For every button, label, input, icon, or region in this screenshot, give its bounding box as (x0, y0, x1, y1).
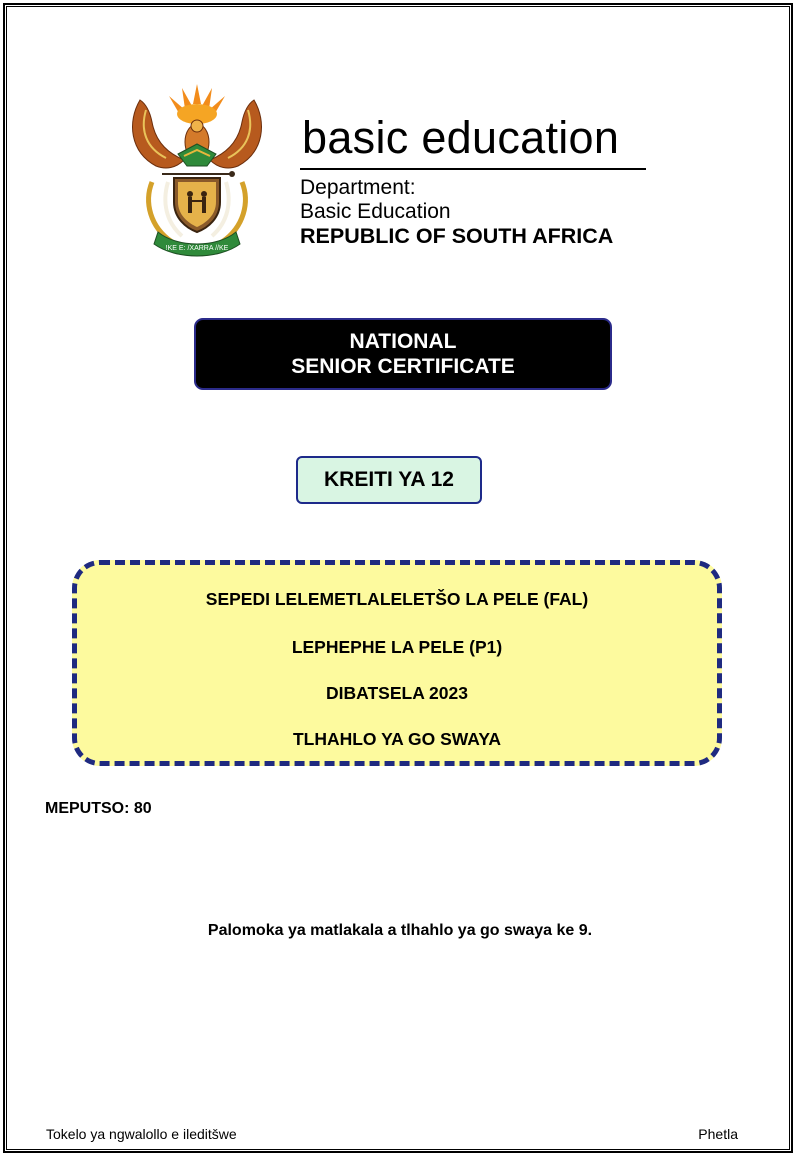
subject-panel (72, 560, 722, 766)
department-name: Basic Education (300, 200, 451, 223)
document-type: TLHAHLO YA GO SWAYA (292, 729, 502, 749)
department-label: Department: (300, 176, 416, 199)
country-name: REPUBLIC OF SOUTH AFRICA (300, 224, 614, 248)
certificate-banner (194, 318, 612, 390)
grade-badge: KREITI YA 12 (296, 456, 482, 504)
page-count-note: Palomoka ya matlakala a tlhahlo ya go swaya ke 9. (207, 922, 593, 939)
logo-wordmark: basic education (302, 112, 620, 163)
certificate-line-1: NATIONAL (349, 330, 457, 353)
department-block (300, 176, 650, 248)
sun-rays (169, 84, 225, 124)
subject-title: SEPEDI LELEMETLALELETŠO LA PELE (FAL) (205, 589, 589, 609)
certificate-line-2: SENIOR CERTIFICATE (291, 355, 515, 378)
total-marks: MEPUTSO: 80 (45, 800, 152, 817)
paper-title: LEPHEPHE LA PELE (P1) (291, 637, 503, 657)
copyright-notice: Tokelo ya ngwalollo e ileditšwe (46, 1126, 237, 1142)
logo-underline (300, 168, 646, 170)
coat-of-arms-icon (122, 82, 272, 262)
exam-session: DIBATSELA 2023 (326, 683, 468, 703)
brand-block (300, 112, 650, 248)
turn-over-label: Phetla (698, 1126, 738, 1142)
crest-motto: !KE E: /XARRA //KE (165, 245, 229, 252)
